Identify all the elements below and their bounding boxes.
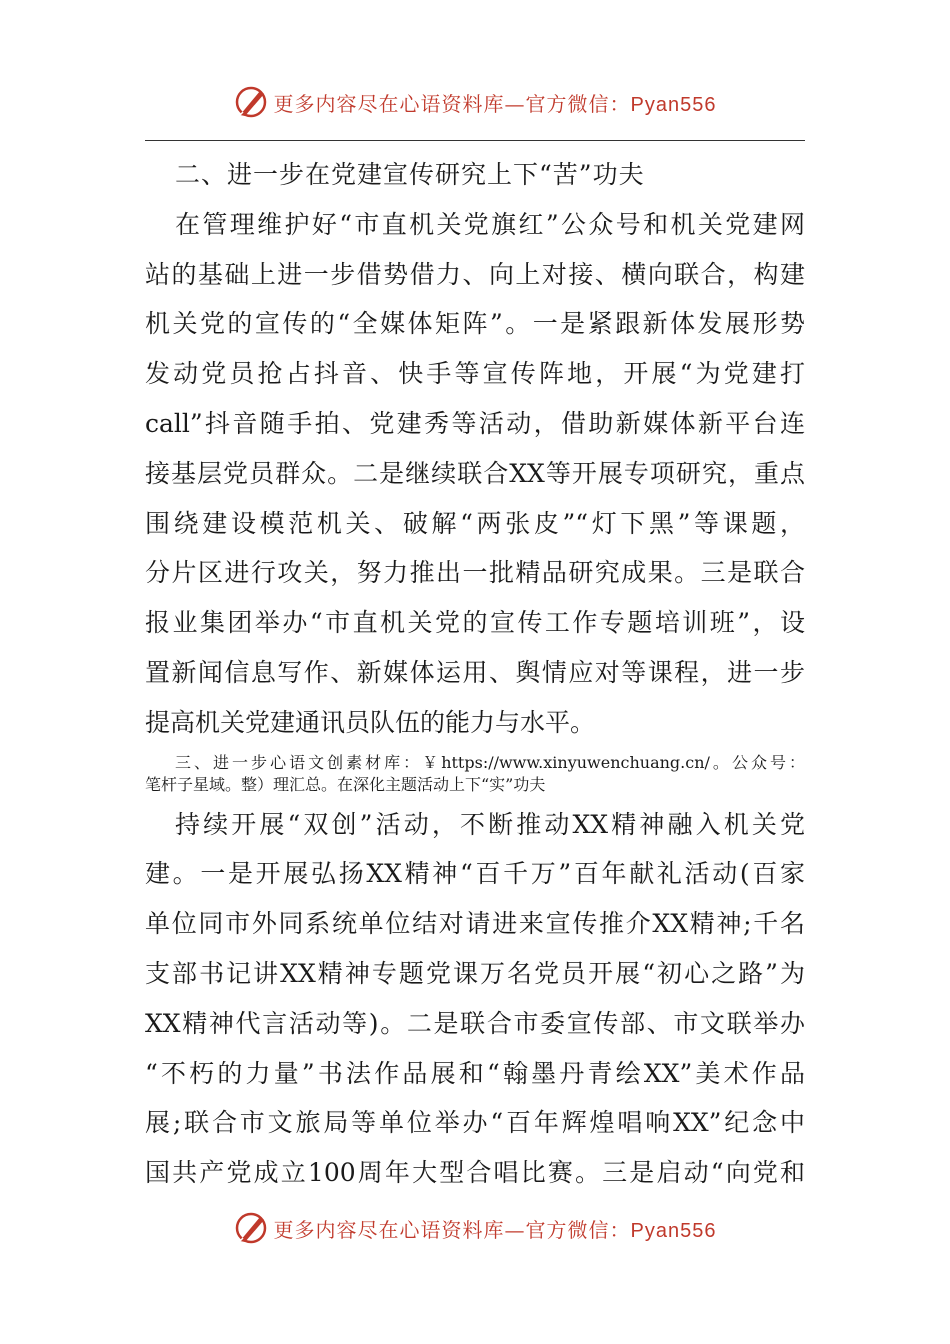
paragraph-line: 国共产党成立100周年大型合唱比赛。三是启动“向党和 (145, 1158, 805, 1188)
paragraph-line: 单位同市外同系统单位结对请进来宣传推介XX精神;千名 (145, 909, 805, 939)
banner-account: Pyan556 (630, 93, 717, 116)
banner-text: 更多内容尽在心语资料库—官方微信：Pyan556 (273, 91, 717, 116)
paragraph-line: 站的基础上进一步借势借力、向上对接、横向联合，构建 (145, 259, 805, 289)
paragraph-line: 报业集团举办“市直机关党的宣传工作专题培训班”，设 (145, 608, 805, 638)
paragraph-line: XX精神代言活动等)。二是联合市委宣传部、市文联举办 (145, 1008, 805, 1038)
paragraph-line: 提高机关党建通讯员队伍的能力与水平。 (145, 707, 596, 737)
paragraph-line: 机关党的宣传的“全媒体矩阵”。一是紧跟新体发展形势 (145, 309, 805, 339)
paragraph-line: 发动党员抢占抖音、快手等宣传阵地，开展“为党建打 (145, 359, 805, 389)
paragraph-line: 围绕建设模范机关、破解“两张皮”“灯下黑”等课题， (145, 508, 805, 538)
header-divider (145, 140, 805, 141)
header-banner (0, 80, 950, 124)
banner-text: 更多内容尽在心语资料库—官方微信：Pyan556 (273, 1217, 717, 1242)
paragraph-line: 持续开展“双创”活动，不断推动XX精神融入机关党 (175, 809, 805, 839)
section-heading: 二、进一步在党建宣传研究上下“苦”功夫 (175, 160, 645, 189)
paragraph-line: 建。一是开展弘扬XX精神“百千万”百年献礼活动(百家 (145, 859, 805, 889)
pen-logo-icon (234, 85, 268, 119)
paragraph-line: 接基层党员群众。二是继续联合XX等开展专项研究，重点 (145, 458, 805, 488)
paragraph-line: 展;联合市文旅局等单位举办“百年辉煌唱响XX”纪念中 (145, 1108, 805, 1138)
paragraph-line: call”抖音随手拍、党建秀等活动，借助新媒体新平台连 (145, 408, 805, 438)
paragraph-line: 在管理维护好“市直机关党旗红”公众号和机关党建网 (175, 209, 805, 239)
paragraph-line: “不朽的力量”书法作品展和“翰墨丹青绘XX”美术作品 (145, 1058, 805, 1088)
paragraph-line: 分片区进行攻关，努力推出一批精品研究成果。三是联合 (145, 558, 805, 588)
paragraph-line: 支部书记讲XX精神专题党课万名党员开展“初心之路”为 (145, 958, 805, 988)
heading-line: 三、进一步心语文创素材库：￥https://www.xinyuwenchuang.cn/。公众号： (175, 752, 805, 772)
footer-banner (0, 1206, 950, 1250)
document-body (145, 150, 805, 1198)
pen-logo-icon (234, 1211, 268, 1245)
paragraph-line: 置新闻信息写作、新媒体运用、舆情应对等课程，进一步 (145, 657, 805, 687)
section-heading-small (145, 748, 805, 800)
banner-account: Pyan556 (630, 1219, 717, 1242)
heading-line: 笔杆子星域。整）理汇总。在深化主题活动上下“实”功夫 (145, 774, 546, 794)
